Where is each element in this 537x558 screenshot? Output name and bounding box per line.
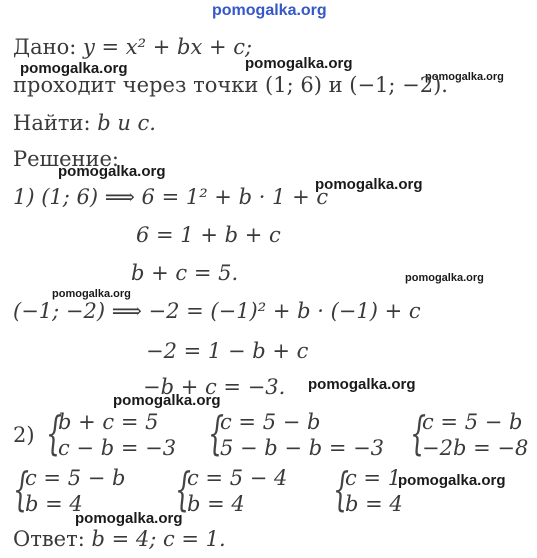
system-row: b = 4 [187,492,245,516]
system-row: c = 5 − 4 [187,466,288,490]
system-row: c = 5 − b [25,466,126,490]
answer-line [13,526,226,552]
system-row: c = 5 − b [422,410,523,434]
step1b-line3: −b + c = −3. [143,375,286,399]
watermark: pomogalka.org [245,55,353,72]
watermark: pomogalka.org [405,272,484,284]
system-row: b = 4 [25,492,83,516]
given-line [13,34,252,60]
step2-prefix: 2) [13,423,35,447]
given-label: Дано: [13,35,77,59]
system-brace: { [175,462,192,516]
step1-line3: b + c = 5. [131,261,239,285]
system-row: b = 4 [345,492,403,516]
step1b-line1: (−1; −2) ⟹ −2 = (−1)² + b · (−1) + c [13,299,421,323]
watermark: pomogalka.org [58,163,166,180]
watermark: pomogalka.org [398,472,506,489]
find-line [13,110,156,136]
system-brace: { [333,462,350,516]
step1-line2: 6 = 1 + b + c [136,223,281,247]
system-row: 5 − b − b = −3 [220,436,385,460]
step1b-line2: −2 = 1 − b + c [146,339,309,363]
watermark: pomogalka.org [75,510,183,527]
answer-value: b = 4; c = 1. [91,527,226,551]
system-row: c = 1 [345,466,402,490]
solution-label: Решение: [13,147,120,171]
system-brace: { [46,406,63,460]
system-row: −2b = −8 [422,436,529,460]
watermark: pomogalka.org [20,60,128,77]
watermark: pomogalka.org [315,176,423,193]
system-row: c − b = −3 [58,436,177,460]
answer-label: Ответ: [13,527,85,551]
find-label: Найти: [13,111,91,135]
watermark: pomogalka.org [425,71,504,83]
system-brace: { [208,406,225,460]
system-brace: { [13,462,30,516]
system-row: b + c = 5 [58,410,159,434]
watermark-top: pomogalka.org [212,2,327,19]
watermark: pomogalka.org [52,288,131,300]
system-row: c = 5 − b [220,410,321,434]
find-value: b и c. [97,111,156,135]
system-brace: { [410,406,427,460]
watermark: pomogalka.org [308,376,416,393]
watermark: pomogalka.org [113,392,221,409]
given-equation: y = x² + bx + c; [83,35,253,59]
given-condition: проходит через точки (1; 6) и (−1; −2). [13,73,448,97]
step1-line1: 1) (1; 6) ⟹ 6 = 1² + b · 1 + c [13,185,329,209]
